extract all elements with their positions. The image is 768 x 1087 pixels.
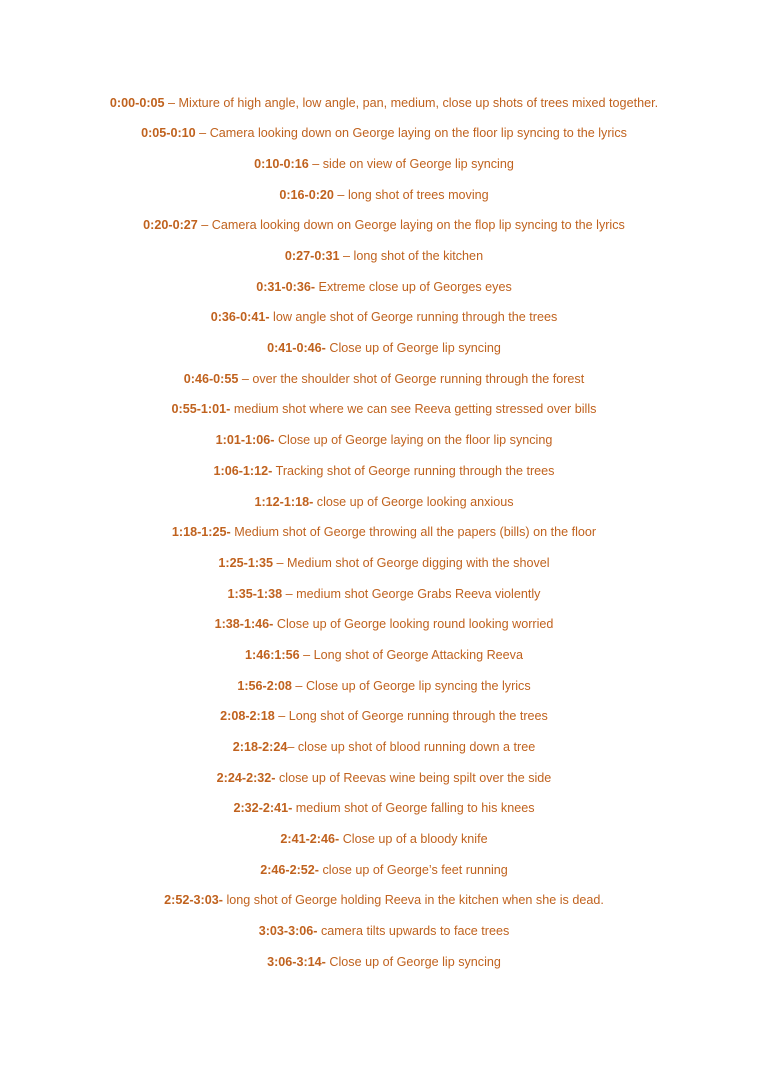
shot-description: Medium shot of George throwing all the papers (bills) on the floor [234, 525, 597, 540]
shot-description: Camera looking down on George laying on the flop lip syncing to the lyrics [211, 218, 625, 233]
shot-description: Long shot of George running through the trees [288, 709, 548, 724]
shot-separator: – [197, 218, 212, 233]
shot-time: 0:31-0:36- [256, 279, 316, 294]
shot-time: 2:18-2:24 [232, 740, 288, 755]
shot-description: over the shoulder shot of George running through the forest [252, 371, 585, 386]
shot-entry [90, 214, 678, 236]
shot-time: 2:41-2:46- [280, 832, 340, 847]
shot-description: Medium shot of George digging with the shovel [287, 555, 550, 570]
shot-description: close up of George’s feet running [322, 862, 508, 877]
shot-separator: – [195, 126, 210, 141]
shot-time: 3:03-3:06- [258, 924, 318, 939]
shot-time: 2:46-2:52- [260, 862, 319, 877]
shot-time: 0:41-0:46- [267, 341, 326, 356]
shot-entry [90, 797, 678, 819]
shot-description: Close up of George laying on the floor lip syncing [277, 433, 553, 448]
shot-description: close up of George looking anxious [316, 494, 514, 509]
shot-entry [90, 767, 678, 789]
shot-time: 0:10-0:16 [254, 156, 309, 171]
shot-entry [90, 859, 678, 881]
shot-time: 2:24-2:32- [216, 770, 276, 785]
shot-entry [90, 92, 678, 114]
shot-separator: – [273, 555, 288, 570]
shot-entry [90, 429, 678, 451]
shot-separator: – [291, 678, 306, 693]
shot-separator: – [164, 96, 179, 110]
shot-time: 1:38-1:46- [214, 617, 274, 632]
shot-entry [90, 583, 678, 605]
shot-description: low angle shot of George running through the trees [273, 310, 558, 325]
shot-entry [90, 613, 678, 635]
shot-entry [90, 368, 678, 390]
shot-description: Camera looking down on George laying on the floor lip syncing to the lyrics [209, 126, 627, 141]
shot-description: medium shot where we can see Reeva getting stressed over bills [233, 402, 597, 417]
shot-entry [90, 828, 678, 850]
shot-separator: – [333, 187, 348, 202]
shot-list [90, 92, 678, 982]
shot-separator: – [274, 709, 289, 724]
shot-entry [90, 153, 678, 175]
shot-description: long shot of trees moving [347, 187, 489, 202]
shot-description: Close up of George lip syncing the lyrics [305, 678, 531, 693]
shot-entry [90, 705, 678, 727]
shot-entry [90, 521, 678, 543]
shot-description: Long shot of George Attacking Reeva [313, 647, 523, 662]
shot-time: 0:55-1:01- [171, 402, 231, 417]
shot-time: 1:56-2:08 [237, 678, 292, 693]
shot-time: 0:16-0:20 [279, 187, 334, 202]
shot-description: close up shot of blood running down a tree [297, 740, 536, 755]
shot-time: 0:00-0:05 [109, 96, 165, 110]
shot-description: camera tilts upwards to face trees [321, 924, 510, 939]
shot-separator: – [287, 740, 298, 755]
shot-description: Close up of George looking round looking worried [276, 617, 554, 632]
shot-entry [90, 184, 678, 206]
shot-entry [90, 644, 678, 666]
shot-description: Mixture of high angle, low angle, pan, medium, close up shots of trees mixed together. [178, 96, 659, 110]
shot-entry [90, 337, 678, 359]
shot-time: 2:52-3:03- [164, 893, 223, 908]
shot-description: long shot of the kitchen [353, 249, 484, 264]
shot-time: 0:27-0:31 [284, 249, 340, 264]
shot-entry [90, 889, 678, 911]
shot-time: 0:36-0:41- [210, 310, 270, 325]
shot-description: Extreme close up of Georges eyes [318, 279, 512, 294]
shot-entry [90, 398, 678, 420]
shot-entry [90, 460, 678, 482]
shot-separator: – [339, 249, 354, 264]
shot-entry [90, 491, 678, 513]
shot-entry [90, 552, 678, 574]
shot-time: 0:20-0:27 [143, 218, 198, 233]
shot-time: 1:01-1:06- [215, 433, 275, 448]
shot-time: 0:46-0:55 [183, 371, 239, 386]
shot-time: 1:18-1:25- [171, 525, 231, 540]
shot-description: close up of Reevas wine being spilt over the side [278, 770, 552, 785]
shot-time: 1:35-1:38 [227, 586, 283, 601]
shot-description: side on view of George lip syncing [322, 156, 514, 171]
shot-separator: – [282, 586, 297, 601]
shot-time: 1:06-1:12- [213, 463, 273, 478]
shot-time: 1:46:1:56 [245, 647, 300, 662]
shot-separator: – [308, 156, 323, 171]
shot-time: 1:12-1:18- [254, 494, 314, 509]
shot-description: Close up of a bloody knife [342, 832, 488, 847]
shot-time: 1:25-1:35 [218, 555, 274, 570]
shot-entry [90, 675, 678, 697]
shot-entry [90, 245, 678, 267]
shot-entry [90, 306, 678, 328]
shot-entry [90, 951, 678, 973]
shot-entry [90, 736, 678, 758]
shot-entry [90, 122, 678, 144]
shot-entry [90, 920, 678, 942]
shot-entry [90, 276, 678, 298]
shot-time: 2:08-2:18 [220, 709, 275, 724]
shot-time: 3:06-3:14- [267, 954, 326, 969]
shot-description: medium shot George Grabs Reeva violently [296, 586, 541, 601]
shot-description: medium shot of George falling to his knees [295, 801, 535, 816]
shot-time: 0:05-0:10 [141, 126, 196, 141]
shot-separator: – [238, 371, 253, 386]
shot-description: Close up of George lip syncing [329, 954, 501, 969]
shot-separator: – [299, 647, 314, 662]
shot-description: Tracking shot of George running through the trees [275, 463, 555, 478]
shot-description: Close up of George lip syncing [329, 341, 501, 356]
shot-description: long shot of George holding Reeva in the kitchen when she is dead. [226, 893, 604, 908]
shot-time: 2:32-2:41- [233, 801, 293, 816]
